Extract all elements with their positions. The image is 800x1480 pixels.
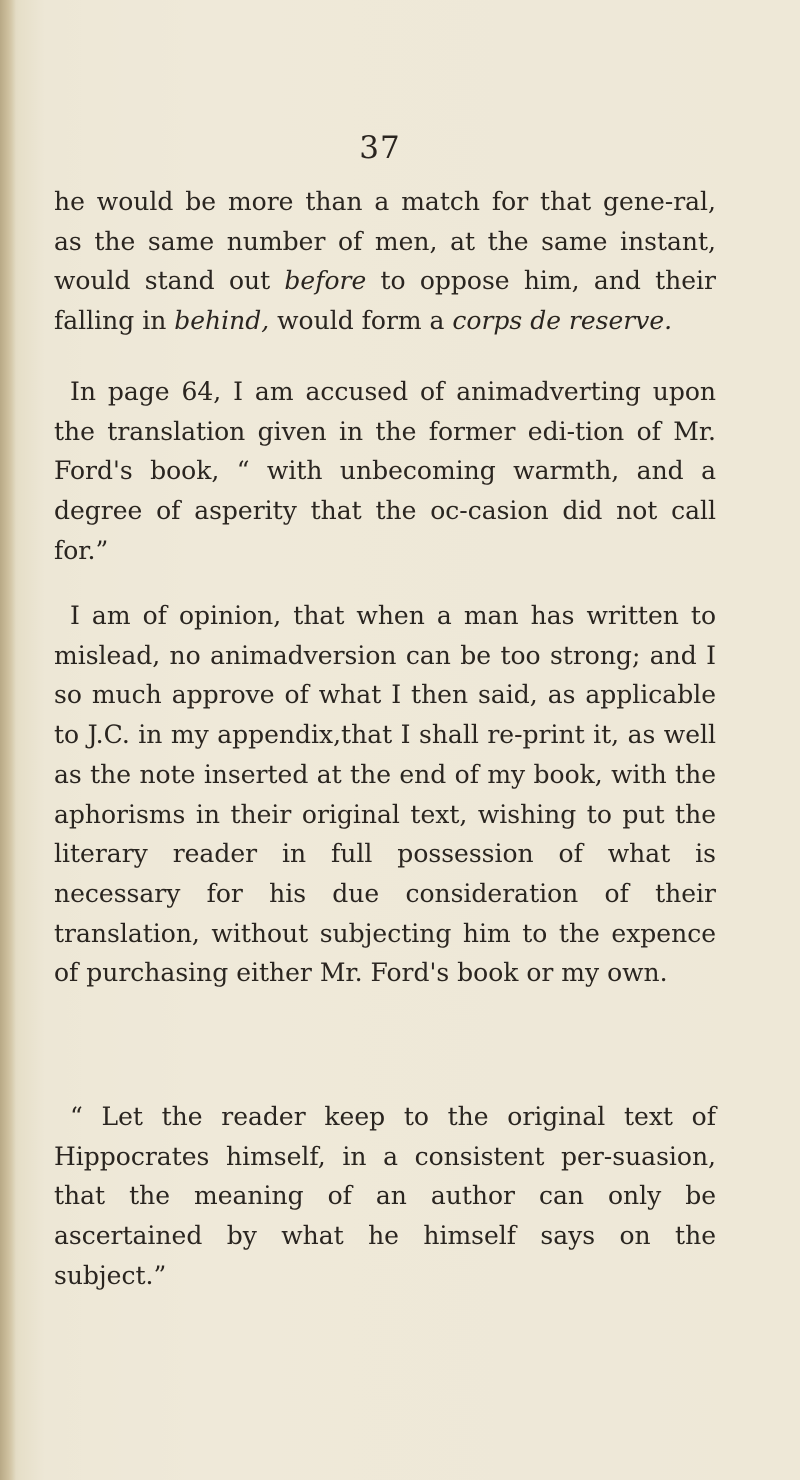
page-gutter-shadow (0, 0, 16, 1480)
paragraph-1-text-c: would form a (269, 306, 453, 336)
paragraph-1-text-a: he would be more than a match for that gene-ral, as the same number of men, at the same instant, would stand out (54, 187, 716, 296)
paragraph-2: In page 64, I am accused of animadverting upon the translation given in the former edi-tion of Mr. Ford's book, “ with unbecoming warmth, and a degree of asperity that the oc-casion did not call for.” (54, 377, 716, 565)
paragraph-1 (54, 182, 716, 341)
paragraph-1-italic-behind: behind, (174, 306, 270, 336)
paragraph-1-text-b: to oppose him, and their falling in (54, 266, 716, 336)
paragraph-1-italic-corps: corps de reserve. (452, 306, 673, 336)
paragraph-3: I am of opinion, that when a man has written to mislead, no animadversion can be too strong; and I so much approve of what I then said, as applicable to J.C. in my appendix,that I shall re-print it, as well as the note inserted at the end of my book, with the aphorisms in their original text, wishing to put the literary reader in full possession of what is necessary for his due consideration of their translation, without subjecting him to the expence of purchasing either Mr. Ford's book or my own. (54, 601, 716, 988)
page-number: 37 (359, 130, 401, 166)
paragraph-1-italic-before: before (284, 266, 367, 296)
paragraph-4: “ Let the reader keep to the original text of Hippocrates himself, in a consistent per-suasion, that the meaning of an author can only be ascertained by what he himself says on the subject.” (54, 1102, 716, 1290)
